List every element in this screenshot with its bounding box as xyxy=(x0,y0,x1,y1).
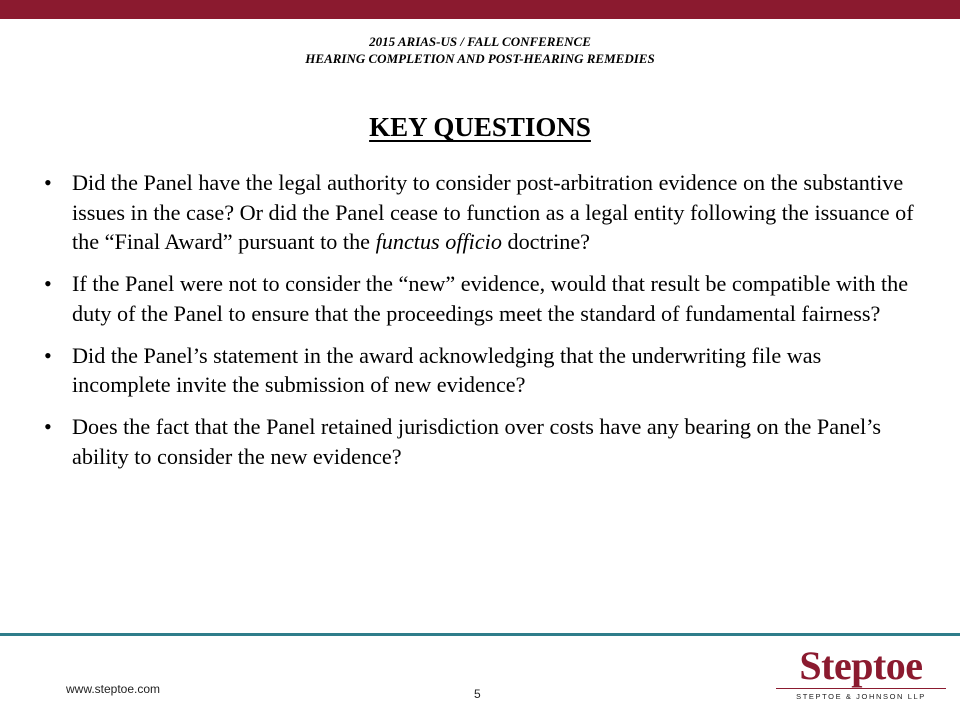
footer-url[interactable]: www.steptoe.com xyxy=(66,682,161,696)
top-brand-bar xyxy=(0,0,960,19)
conference-header-line1: 2015 ARIAS-US / FALL CONFERENCE xyxy=(369,34,591,49)
bullet-list xyxy=(44,168,924,484)
conference-header xyxy=(0,33,960,67)
bullet-dot: • xyxy=(44,342,52,368)
bullet-text xyxy=(72,170,914,254)
bullet-text-part: Did the Panel have the legal authority to consider post-arbitration evidence on the substantive issues in the case? Or did the Panel cease to function as a legal entity following the issuance of the “Final Award” pursuant to the xyxy=(72,170,914,254)
slide-title: KEY QUESTIONS xyxy=(369,112,591,142)
bullet-text: If the Panel were not to consider the “new” evidence, would that result be compatible with the duty of the Panel to ensure that the proceedings meet the standard of fundamental fairness? xyxy=(72,271,909,326)
steptoe-logo xyxy=(776,643,946,701)
bullet-item xyxy=(44,168,924,257)
bullet-item xyxy=(44,269,924,328)
bullet-dot: • xyxy=(44,170,52,195)
page-number: 5 xyxy=(474,687,481,701)
bullet-item xyxy=(44,412,924,471)
bullet-text-part: doctrine? xyxy=(501,229,591,254)
bullet-item xyxy=(44,341,924,400)
logo-subtitle: STEPTOE & JOHNSON LLP xyxy=(776,688,946,701)
conference-header-line2: HEARING COMPLETION AND POST-HEARING REMEDIES xyxy=(305,51,655,66)
bullet-text-italic: functus officio xyxy=(375,229,502,254)
bullet-text: Did the Panel’s statement in the award acknowledging that the underwriting file was incomplete invite the submission of new evidence? xyxy=(72,342,822,397)
bullet-dot: • xyxy=(44,414,52,439)
logo-wordmark: Steptoe xyxy=(799,643,923,688)
bullet-text: Does the fact that the Panel retained jurisdiction over costs have any bearing on the Panel’s ability to consider the new evidence? xyxy=(72,414,881,469)
footer-divider xyxy=(0,633,960,636)
bullet-dot: • xyxy=(44,271,52,296)
